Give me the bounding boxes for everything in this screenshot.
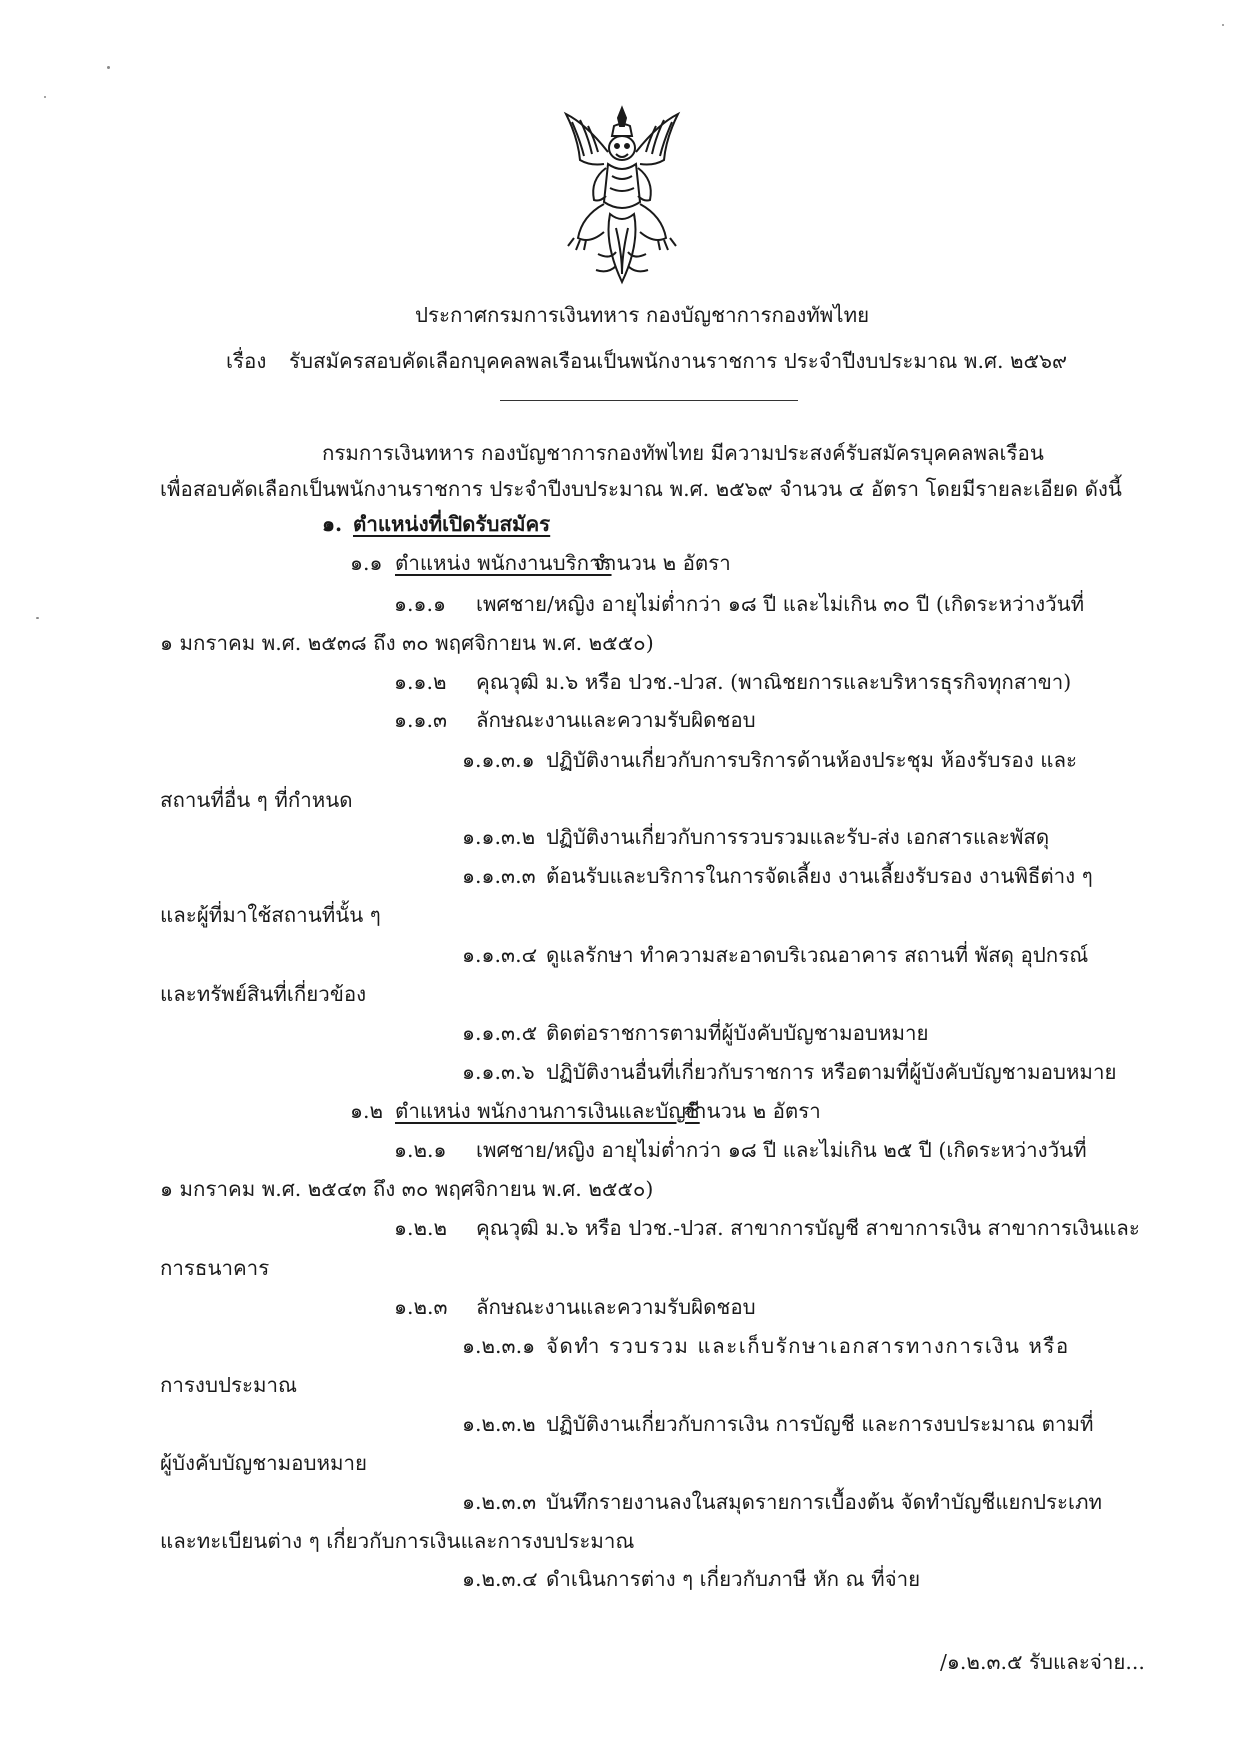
p1-d4-line-2: และทรัพย์สินที่เกี่ยวข้อง (160, 982, 367, 1006)
p2-q3: ลักษณะงานและความรับผิดชอบ (476, 1295, 756, 1319)
p2-d2-line-2: ผู้บังคับบัญชามอบหมาย (160, 1451, 368, 1475)
position-1-title: ตำแหน่ง พนักงานบริการ (395, 551, 612, 575)
p1-d2-number: ๑.๑.๓.๒ (462, 825, 536, 849)
position-2-number: ๑.๒ (350, 1099, 384, 1123)
position-2-title: ตำแหน่ง พนักงานการเงินและบัญชี (395, 1099, 700, 1123)
scan-speck (36, 617, 39, 619)
p2-d1-line-2: การงบประมาณ (160, 1373, 298, 1397)
header-divider (500, 400, 798, 401)
p2-d3-line-1: บันทึกรายงานลงในสมุดรายการเบื้องต้น จัดทำบัญชีแยกประเภท (546, 1490, 1103, 1514)
p2-q2-line-2: การธนาคาร (160, 1256, 270, 1280)
p2-q2-number: ๑.๒.๒ (394, 1216, 448, 1240)
garuda-emblem-icon (560, 104, 685, 286)
p1-q1-line-1: เพศชาย/หญิง อายุไม่ต่ำกว่า ๑๘ ปี และไม่เกิน ๓๐ ปี (เกิดระหว่างวันที่ (476, 592, 1085, 616)
p1-q3: ลักษณะงานและความรับผิดชอบ (476, 708, 756, 732)
p1-d3-number: ๑.๑.๓.๓ (462, 864, 536, 888)
p1-d6: ปฏิบัติงานอื่นที่เกี่ยวกับราชการ หรือตามที่ผู้บังคับบัญชามอบหมาย (546, 1060, 1117, 1084)
p2-d1-line-1: จัดทำ รวบรวม และเก็บรักษาเอกสารทางการเงิน หรือ (546, 1334, 1070, 1358)
p1-q2: คุณวุฒิ ม.๖ หรือ ปวช.-ปวส. (พาณิชยการและบริหารธุรกิจทุกสาขา) (476, 670, 1072, 694)
p1-d4-number: ๑.๑.๓.๔ (462, 943, 538, 967)
section-1-number: ๑. (322, 512, 343, 536)
p2-d4: ดำเนินการต่าง ๆ เกี่ยวกับภาษี หัก ณ ที่จ่าย (546, 1567, 921, 1591)
position-2-count: จำนวน ๒ อัตรา (683, 1099, 821, 1123)
section-1-title: ตำแหน่งที่เปิดรับสมัคร (353, 512, 551, 536)
p1-d5-number: ๑.๑.๓.๕ (462, 1021, 538, 1045)
continuation-note: /๑.๒.๓.๕ รับและจ่าย... (940, 1650, 1145, 1674)
p1-d3-line-2: และผู้ที่มาใช้สถานที่นั้น ๆ (160, 903, 381, 927)
p1-q3-number: ๑.๑.๓ (394, 708, 448, 732)
scan-speck (107, 66, 110, 69)
p2-q1-line-1: เพศชาย/หญิง อายุไม่ต่ำกว่า ๑๘ ปี และไม่เกิน ๒๕ ปี (เกิดระหว่างวันที่ (476, 1138, 1087, 1162)
subject-label: เรื่อง (226, 349, 267, 373)
position-1-number: ๑.๑ (350, 551, 383, 575)
p2-q1-number: ๑.๒.๑ (394, 1138, 447, 1162)
p1-q1-number: ๑.๑.๑ (394, 592, 447, 616)
p1-q2-number: ๑.๑.๒ (394, 670, 447, 694)
p2-d3-number: ๑.๒.๓.๓ (462, 1490, 537, 1514)
position-1-count: จำนวน ๒ อัตรา (593, 551, 731, 575)
p2-q2-line-1: คุณวุฒิ ม.๖ หรือ ปวช.-ปวส. สาขาการบัญชี สาขาการเงิน สาขาการเงินและ (476, 1216, 1140, 1240)
intro-line-2: เพื่อสอบคัดเลือกเป็นพนักงานราชการ ประจำปีงบประมาณ พ.ศ. ๒๕๖๙ จำนวน ๔ อัตรา โดยมีรายละเอียด ดังนี้ (160, 477, 1122, 501)
p2-q3-number: ๑.๒.๓ (394, 1295, 448, 1319)
p2-d1-number: ๑.๒.๓.๑ (462, 1334, 536, 1358)
p1-d6-number: ๑.๑.๓.๖ (462, 1060, 535, 1084)
p1-q1-line-2: ๑ มกราคม พ.ศ. ๒๕๓๘ ถึง ๓๐ พฤศจิกายน พ.ศ. ๒๕๕๐) (160, 631, 654, 655)
p1-d5: ติดต่อราชการตามที่ผู้บังคับบัญชามอบหมาย (546, 1021, 929, 1045)
announcement-subject: รับสมัครสอบคัดเลือกบุคคลพลเรือนเป็นพนักงานราชการ ประจำปีงบประมาณ พ.ศ. ๒๕๖๙ (289, 349, 1068, 373)
p2-d3-line-2: และทะเบียนต่าง ๆ เกี่ยวกับการเงินและการงบประมาณ (160, 1529, 635, 1553)
scan-speck (1222, 24, 1224, 26)
p1-d1-line-1: ปฏิบัติงานเกี่ยวกับการบริการด้านห้องประชุม ห้องรับรอง และ (546, 748, 1078, 772)
p1-d2: ปฏิบัติงานเกี่ยวกับการรวบรวมและรับ-ส่ง เอกสารและพัสดุ (546, 825, 1050, 849)
p2-d2-number: ๑.๒.๓.๒ (462, 1412, 536, 1436)
intro-line-1: กรมการเงินทหาร กองบัญชาการกองทัพไทย มีความประสงค์รับสมัครบุคคลพลเรือน (322, 441, 1044, 465)
p1-d1-line-2: สถานที่อื่น ๆ ที่กำหนด (160, 788, 353, 812)
p1-d4-line-1: ดูแลรักษา ทำความสะอาดบริเวณอาคาร สถานที่ พัสดุ อุปกรณ์ (546, 943, 1089, 967)
p2-q1-line-2: ๑ มกราคม พ.ศ. ๒๕๔๓ ถึง ๓๐ พฤศจิกายน พ.ศ. ๒๕๕๐) (160, 1177, 654, 1201)
p2-d4-number: ๑.๒.๓.๔ (462, 1567, 538, 1591)
announcement-title: ประกาศกรมการเงินทหาร กองบัญชาการกองทัพไทย (415, 303, 870, 327)
p1-d1-number: ๑.๑.๓.๑ (462, 748, 535, 772)
p1-d3-line-1: ต้อนรับและบริการในการจัดเลี้ยง งานเลี้ยงรับรอง งานพิธีต่าง ๆ (546, 864, 1093, 888)
p2-d2-line-1: ปฏิบัติงานเกี่ยวกับการเงิน การบัญชี และการงบประมาณ ตามที่ (546, 1412, 1094, 1436)
scan-speck (44, 96, 46, 98)
